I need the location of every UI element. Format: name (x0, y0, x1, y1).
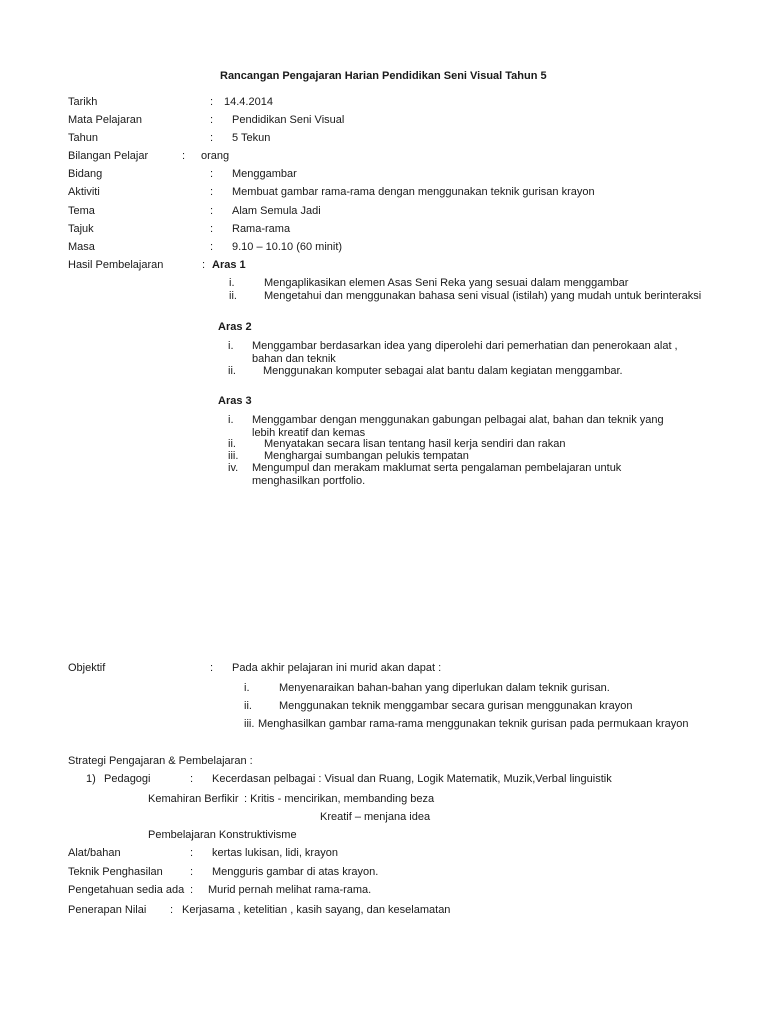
field-separator: : (210, 186, 214, 198)
list-item: Mengetahui dan menggunakan bahasa seni visual (istilah) yang mudah untuk berinteraksi (264, 290, 702, 302)
field-label: Penerapan Nilai (68, 904, 147, 916)
field-separator: : (170, 904, 174, 916)
field-label: Alat/bahan (68, 847, 121, 859)
field-label: Teknik Penghasilan (68, 866, 163, 878)
list-item: Menggunakan komputer sebagai alat bantu dalam kegiatan menggambar. (263, 365, 623, 377)
aras2-heading: Aras 2 (218, 321, 252, 333)
field-value: Alam Semula Jadi (232, 205, 321, 217)
field-separator: : (190, 847, 194, 859)
objektif-label: Objektif (68, 662, 106, 674)
field-value: 9.10 – 10.10 (60 minit) (232, 241, 343, 253)
list-item: Menggambar berdasarkan idea yang diperolehi dari pemerhatian dan penerokaan alat , bahan dan teknik (252, 340, 678, 365)
field-label: Tajuk (68, 223, 94, 235)
field-separator: : (210, 114, 214, 126)
field-label: Tarikh (68, 96, 98, 108)
list-item-number: iii. (244, 718, 255, 730)
field-label: Aktiviti (68, 186, 100, 198)
page-title: Rancangan Pengajaran Harian Pendidikan Seni Visual Tahun 5 (220, 70, 547, 82)
list-item: Menggunakan teknik menggambar secara gurisan menggunakan krayon (279, 700, 633, 712)
list-item: Mengumpul dan merakam maklumat serta pengalaman pembelajaran untuk menghasilkan portfolio. (252, 462, 622, 487)
field-separator: : (182, 150, 186, 162)
list-item-number: i. (228, 340, 234, 352)
field-separator: : (190, 866, 194, 878)
kecerdasan-text: Kecerdasan pelbagai : Visual dan Ruang, Logik Matematik, Muzik,Verbal linguistik (212, 773, 612, 785)
field-separator: : (210, 168, 214, 180)
field-separator: : (210, 132, 214, 144)
list-item: Mengaplikasikan elemen Asas Seni Reka yang sesuai dalam menggambar (264, 277, 629, 289)
list-item: Menggambar dengan menggunakan gabungan pelbagai alat, bahan dan teknik yang lebih kreatif dan kemas (252, 414, 664, 439)
pedagogi-number: 1) (86, 773, 96, 785)
list-item-number: ii. (228, 365, 236, 377)
aras3-heading: Aras 3 (218, 395, 252, 407)
list-item-number: iv. (228, 462, 239, 474)
list-item-number: ii. (228, 438, 236, 450)
field-separator: : (190, 884, 194, 896)
field-value: 5 Tekun (232, 132, 271, 144)
strategi-heading: Strategi Pengajaran & Pembelajaran : (68, 755, 253, 767)
field-value: kertas lukisan, lidi, krayon (212, 847, 338, 859)
field-value: Pendidikan Seni Visual (232, 114, 345, 126)
field-value: Menggambar (232, 168, 297, 180)
kreatif-text: Kreatif – menjana idea (320, 811, 431, 823)
field-label: Mata Pelajaran (68, 114, 142, 126)
list-item-number: ii. (229, 290, 237, 302)
field-label: Hasil Pembelajaran (68, 259, 164, 271)
field-value: Kerjasama , ketelitian , kasih sayang, dan keselamatan (182, 904, 451, 916)
field-label: Tahun (68, 132, 98, 144)
list-item-number: ii. (244, 700, 252, 712)
field-separator: : (210, 205, 214, 217)
objektif-intro: Pada akhir pelajaran ini murid akan dapat : (232, 662, 442, 674)
kemahiran-label: Kemahiran Berfikir (148, 793, 239, 805)
field-label: Pengetahuan sedia ada (68, 884, 185, 896)
pedagogi-label: Pedagogi (104, 773, 151, 785)
field-separator: : (202, 259, 206, 271)
list-item-number: i. (229, 277, 235, 289)
list-item: Menghargai sumbangan pelukis tempatan (264, 450, 469, 462)
field-value: Murid pernah melihat rama-rama. (208, 884, 372, 896)
field-separator: : (190, 773, 194, 785)
list-item: Menghasilkan gambar rama-rama menggunakan teknik gurisan pada permukaan krayon (258, 718, 689, 730)
list-item-number: i. (244, 682, 250, 694)
field-separator: : (210, 223, 214, 235)
list-item: Menyatakan secara lisan tentang hasil kerja sendiri dan rakan (264, 438, 566, 450)
field-value: 14.4.2014 (224, 96, 273, 108)
field-value: Membuat gambar rama-rama dengan menggunakan teknik gurisan krayon (232, 186, 595, 198)
field-separator: : (210, 241, 214, 253)
aras1-heading: Aras 1 (212, 259, 246, 271)
field-value: orang (201, 150, 230, 162)
field-label: Tema (68, 205, 95, 217)
field-separator: : (210, 96, 214, 108)
field-value: Mengguris gambar di atas krayon. (212, 866, 379, 878)
konstruktivisme-text: Pembelajaran Konstruktivisme (148, 829, 297, 841)
list-item: Menyenaraikan bahan-bahan yang diperlukan dalam teknik gurisan. (279, 682, 610, 694)
field-separator: : (210, 662, 214, 674)
list-item-number: iii. (228, 450, 239, 462)
list-item-number: i. (228, 414, 234, 426)
field-label: Masa (68, 241, 95, 253)
field-label: Bilangan Pelajar (68, 150, 149, 162)
kemahiran-value: : Kritis - mencirikan, membanding beza (244, 793, 435, 805)
field-value: Rama-rama (232, 223, 291, 235)
field-label: Bidang (68, 168, 103, 180)
